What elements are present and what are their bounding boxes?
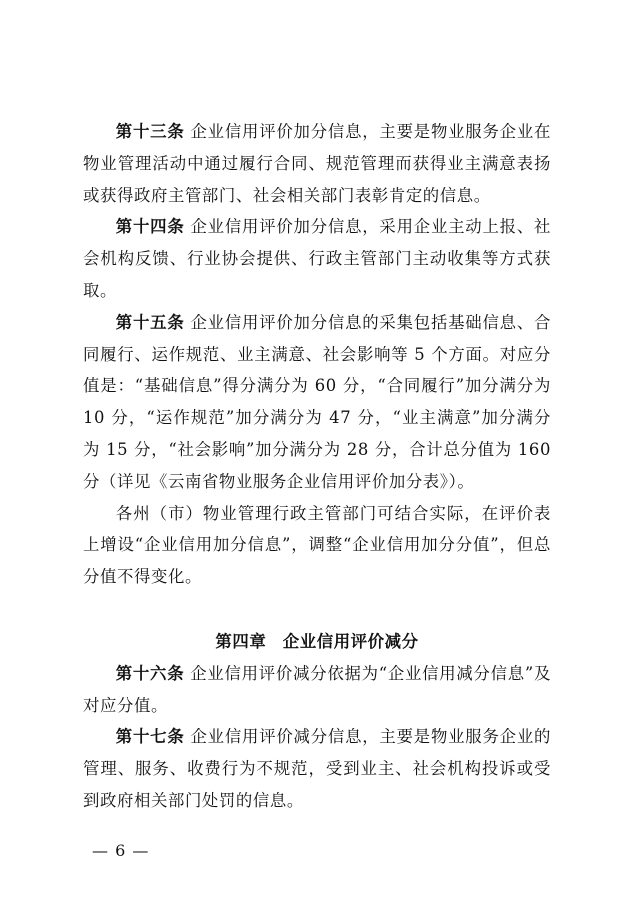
page-number: — 6 — xyxy=(92,841,150,860)
chapter-number: 第四章 xyxy=(215,631,267,651)
paragraph-article-17 xyxy=(83,721,551,816)
paragraph-article-13 xyxy=(83,116,551,211)
article-text: 企业信用评价加分信息的采集包括基础信息、合同履行、运作规范、业主满意、社会影响等 5 个方面。对应分值是：“基础信息”得分满分为 60 分，“合同履行”加分满分为 10 分，“运作规范”加分满分为 47 分，“业主满意”加分满分为 15 分，“社会影响”加分满分为 28 分，合计总分值为 160 分（详见《云南省物业服务企业信用评价加分表》）。 xyxy=(83,312,551,491)
article-label: 第十六条 xyxy=(115,663,185,683)
chapter-heading xyxy=(83,626,551,658)
article-text: 企业信用评价减分依据为“企业信用减分信息”及对应分值。 xyxy=(83,663,551,715)
article-label: 第十五条 xyxy=(115,312,185,332)
article-text: 企业信用评价减分信息，主要是物业服务企业的管理、服务、收费行为不规范，受到业主、社会机构投诉或受到政府相关部门处罚的信息。 xyxy=(83,727,551,810)
chapter-title: 企业信用评价减分 xyxy=(282,631,419,651)
paragraph-text: 各州（市）物业管理行政主管部门可结合实际，在评价表上增设“企业信用加分信息”，调整“企业信用加分分值”，但总分值不得变化。 xyxy=(83,503,551,587)
article-label: 第十七条 xyxy=(115,727,185,747)
paragraph-article-14 xyxy=(83,211,551,306)
article-label: 第十四条 xyxy=(115,217,185,237)
article-text: 企业信用评价加分信息，采用企业主动上报、社会机构反馈、行业协会提供、行政主管部门主动收集等方式获取。 xyxy=(83,217,551,300)
article-text: 企业信用评价加分信息，主要是物业服务企业在物业管理活动中通过履行合同、规范管理而获得业主满意表扬或获得政府主管部门、社会相关部门表彰肯定的信息。 xyxy=(83,122,551,205)
paragraph-article-15 xyxy=(83,307,551,498)
document-body xyxy=(83,116,551,817)
paragraph-article-16 xyxy=(83,658,551,722)
article-label: 第十三条 xyxy=(115,122,185,141)
paragraph-prefecture-note xyxy=(83,498,551,593)
